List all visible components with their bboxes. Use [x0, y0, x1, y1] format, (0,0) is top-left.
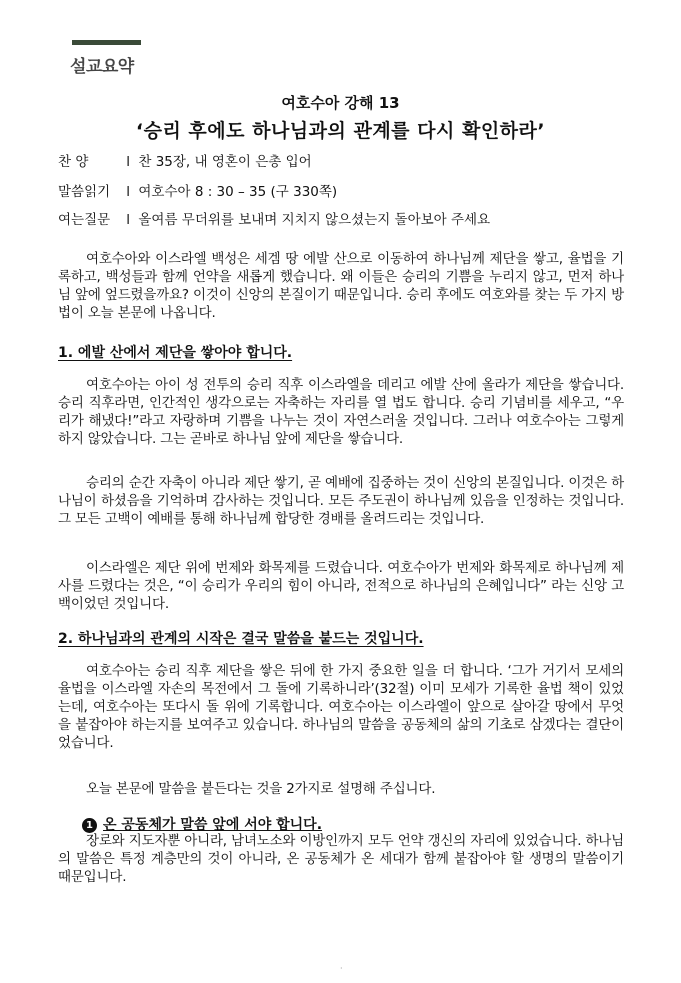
point1-heading: [82, 814, 322, 834]
info-separator: l: [126, 212, 131, 228]
point1-heading-text: 온 공동체가 말씀 앞에 서야 합니다.: [103, 817, 323, 833]
footer-mark: ·: [340, 964, 343, 973]
section1-paragraph: 이스라엘은 제단 위에 번제와 화목제를 드렸습니다. 여호수아가 번제와 화목제로 하나님께 제사를 드렸다는 것은, “이 승리가 우리의 힘이 아니라, 전적으로 하나님의 은혜입니다” 라는 신앙 고백이었던 것입니다.: [58, 560, 624, 612]
header-accent-bar: [72, 40, 141, 45]
point1-paragraph: 장로와 지도자뿐 아니라, 남녀노소와 이방인까지 모두 언약 갱신의 자리에 있었습니다. 하나님의 말씀은 특정 계층만의 것이 아니라, 온 공동체가 온 세대가 함께 붙잡아야 할 생명의 말씀이기 때문입니다.: [58, 833, 624, 885]
section1-paragraph: 여호수아는 아이 성 전투의 승리 직후 이스라엘을 데리고 에발 산에 올라가 제단을 쌓습니다. 승리 직후라면, 인간적인 생각으로는 자축하는 자리를 열 법도 합니다. 승리 기념비를 세우고, “우리가 해냈다!”라고 자랑하며 기쁨을 나누는 것이 자연스러울 것입니다. 그러나 여호수아는 그렇게 하지 않았습니다. 그는 곧바로 하나님 앞에 제단을 쌓습니다.: [58, 377, 624, 447]
brand-label: 설교요약: [70, 57, 134, 77]
info-value: 올여름 무더위를 보내며 지치지 않으셨는지 돌아보아 주세요: [138, 212, 491, 228]
section2-paragraph: 오늘 본문에 말씀을 붙든다는 것을 2가지로 설명해 주십니다.: [86, 781, 436, 797]
info-separator: l: [126, 184, 131, 200]
info-row-question: [58, 208, 490, 228]
sermon-title: ‘승리 후에도 하나님과의 관계를 다시 확인하라’: [135, 120, 546, 142]
series-title: 여호수아 강해 13: [281, 94, 400, 112]
intro-paragraph: 여호수아와 이스라엘 백성은 세겜 땅 에발 산으로 이동하여 하나님께 제단을 쌓고, 율법을 기록하고, 백성들과 함께 언약을 새롭게 했습니다. 왜 이들은 승리의 기쁨을 누리지 않고, 먼저 하나님 앞에 엎드렸을까요? 이것이 신앙의 본질이기 때문입니다. 승리 후에도 여호와를 찾는 두 가지 방법이 오늘 본문에 나옵니다.: [58, 251, 624, 321]
point-number-badge: 1: [82, 818, 97, 833]
info-label: 여는질문: [58, 212, 111, 228]
section1-paragraph: 승리의 순간 자축이 아니라 제단 쌓기, 곧 예배에 집중하는 것이 신앙의 본질입니다. 이것은 하나님이 하셨음을 기억하며 감사하는 것입니다. 모든 주도권이 하나님께 있음을 인정하는 것입니다. 그 모든 고백이 예배를 통해 하나님께 합당한 경배를 올려드리는 것입니다.: [58, 475, 624, 527]
info-row-reading: [58, 180, 337, 200]
info-label: 말씀읽기: [58, 184, 111, 200]
info-value: 여호수아 8 : 30 – 35 (구 330쪽): [138, 184, 338, 200]
section2-heading: 2. 하나님과의 관계의 시작은 결국 말씀을 붙드는 것입니다.: [58, 631, 424, 647]
info-value: 찬 35장, 내 영혼이 은총 입어: [138, 154, 312, 170]
info-separator: l: [126, 154, 131, 170]
info-label: 찬 양: [58, 154, 89, 170]
info-row-hymn: [58, 150, 312, 170]
section2-paragraph: 여호수아는 승리 직후 제단을 쌓은 뒤에 한 가지 중요한 일을 더 합니다. ‘그가 거기서 모세의 율법을 이스라엘 자손의 목전에서 그 돌에 기록하니라’(32절) 이미 모세가 기록한 율법 책이 있었는데, 여호수아는 또다시 돌 위에 기록합니다. 여호수아는 이스라엘이 앞으로 살아갈 땅에서 무엇을 붙잡아야 하는지를 보여주고 있습니다. 하나님의 말씀을 공동체의 삶의 기초로 삼겠다는 결단이었습니다.: [58, 663, 624, 751]
section1-heading: 1. 에발 산에서 제단을 쌓아야 합니다.: [58, 345, 293, 361]
